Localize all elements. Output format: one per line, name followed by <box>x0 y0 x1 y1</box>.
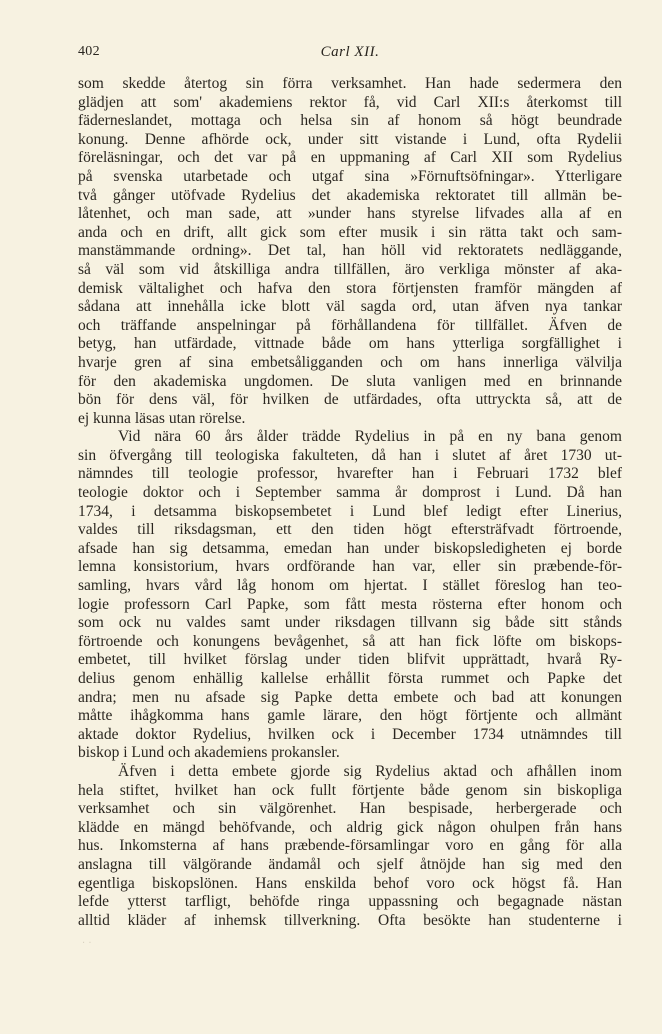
text-line: föreläsningar, och det var på en uppmaning af Carl XII som Rydelius <box>78 149 622 167</box>
text-line: valdes till riksdagsman, ett den tiden högt eftersträfvadt förtroende, <box>78 521 622 539</box>
text-line: så väl som vid åtskilliga andra tillfällen, äro verkliga mönster af aka- <box>78 260 622 278</box>
text-line: lemna konsistorium, hvars ordförande han var, eller sin præbende-för- <box>78 558 622 576</box>
text-line: konung. Denne afhörde ock, under sitt vistande i Lund, ofta Rydelii <box>78 130 622 148</box>
text-line: embetet, till hvilket förslag under tiden blifvit upprättadt, hvarå Ry- <box>78 651 622 669</box>
text-line: 1734, i detsamma biskopsembetet i Lund blef ledigt efter Linerius, <box>78 502 622 520</box>
text-line: demisk vältalighet och hafva den stora förtjensten framför mängden af <box>78 279 622 297</box>
text-line: nämndes till teologie professor, hvarefter han i Februari 1732 blef <box>78 465 622 483</box>
text-line: ej kunna läsas utan rörelse. <box>78 409 246 427</box>
text-line: bön för dens väl, för hvilken de utfärdades, ofta uttryckta så, att de <box>78 391 622 409</box>
text-line: alltid kläder af inhemsk tillverkning. Ofta besökte han studenterne i <box>78 911 622 929</box>
body-text <box>78 75 622 930</box>
text-line: hvarje gren af sina embetsåligganden och om hans innerliga välvilja <box>78 353 622 371</box>
text-line: anslagna till välgörande ändamål och sjelf åtnöjde han sig med den <box>78 855 622 873</box>
text-line: sin öfvergång till teologiska fakulteten, då han i slutet af året 1730 ut- <box>78 446 622 464</box>
text-line: afsade han sig detsamma, emedan han under biskopsledigheten ej borde <box>78 539 622 557</box>
text-line: anda och en drift, allt gick som efter musik i sin rätta takt och sam- <box>78 223 622 241</box>
text-line: Vid nära 60 års ålder trädde Rydelius in på en ny bana genom <box>118 428 622 446</box>
text-line: egentliga biskopslönen. Hans enskilda behof voro ock högst få. Han <box>78 874 622 892</box>
text-line: som ock nu valdes samt under riksdagen tillvann sig både sitt stånds <box>78 614 622 632</box>
text-line: på svenska utarbetade och utgaf sina »Förnuftsöfningar». Ytterligare <box>78 167 622 185</box>
text-line: logie professorn Carl Papke, som fått mesta rösterna efter honom och <box>78 595 622 613</box>
text-line: teologie doktor och i September samma år domprost i Lund. Då han <box>78 484 622 502</box>
text-line: förtroende och konungens bevågenhet, så att han fick löfte om biskops- <box>78 632 622 650</box>
text-line: lefde ytterst tarfligt, behöfde ringa uppassning och begagnade nästan <box>78 893 622 911</box>
text-line: verksamhet och sin välgörenhet. Han bespisade, herbergerade och <box>78 800 622 818</box>
text-line: biskop i Lund och akademiens prokansler. <box>78 744 340 762</box>
text-line: delius genom enhällig kallelse erhållit första rummet och Papke det <box>78 670 622 687</box>
page-smudge: · · <box>82 938 92 949</box>
text-line: hus. Inkomsterna af hans præbende-församlingar voro en gång för alla <box>78 837 622 855</box>
text-line: fäderneslandet, mottaga och helsa sin af honom så högt beundrade <box>78 112 622 130</box>
text-line: betyg, han utfärdade, vittnade både om hans ytterliga sorgfällighet i <box>78 335 622 353</box>
text-line: som skedde återtog sin förra verksamhet. Han hade sedermera den <box>78 75 622 92</box>
text-line: Äfven i detta embete gjorde sig Rydelius aktad och afhållen inom <box>118 762 622 780</box>
page-header <box>78 44 622 64</box>
text-line: samling, hvars vård låg honom om hjertat. I stället föreslog han teo- <box>78 577 622 595</box>
running-title: Carl XII. <box>320 44 380 60</box>
text-line: för den akademiska ungdomen. De sluta vanligen med en brinnande <box>78 372 622 390</box>
text-line: hela stiftet, hvilket han ock fullt förtjente både genom sin biskopliga <box>78 781 622 799</box>
text-line: aktade doktor Rydelius, hvilken ock i December 1734 utnämndes till <box>78 725 622 743</box>
text-line: andra; men nu afsade sig Papke detta embete och bad att konungen <box>78 688 622 706</box>
text-line: klädde en mängd behöfvande, och aldrig gick någon ohulpen från hans <box>78 818 622 836</box>
text-line: sådana att innehålla icke blott väl sagda ord, utan äfven nya tankar <box>78 298 622 316</box>
text-line: glädjen att som' akademiens rektor få, vid Carl XII:s återkomst till <box>78 93 622 111</box>
text-line: manstämmande ordning». Det tal, han höll vid rektoratets nedläggande, <box>78 242 622 260</box>
text-line: två gånger utöfvade Rydelius det akademiska rektoratet till allmän be- <box>78 186 622 204</box>
text-line: och träffande anspelningar på förhållandena för tillfället. Äfven de <box>78 316 622 334</box>
text-line: måtte ihågkomma hans gamle lärare, den högt förtjente och allmänt <box>78 707 622 725</box>
page-number: 402 <box>78 44 100 59</box>
text-line: låtenhet, och man sade, att »under hans styrelse lifvades alla af en <box>78 205 622 223</box>
